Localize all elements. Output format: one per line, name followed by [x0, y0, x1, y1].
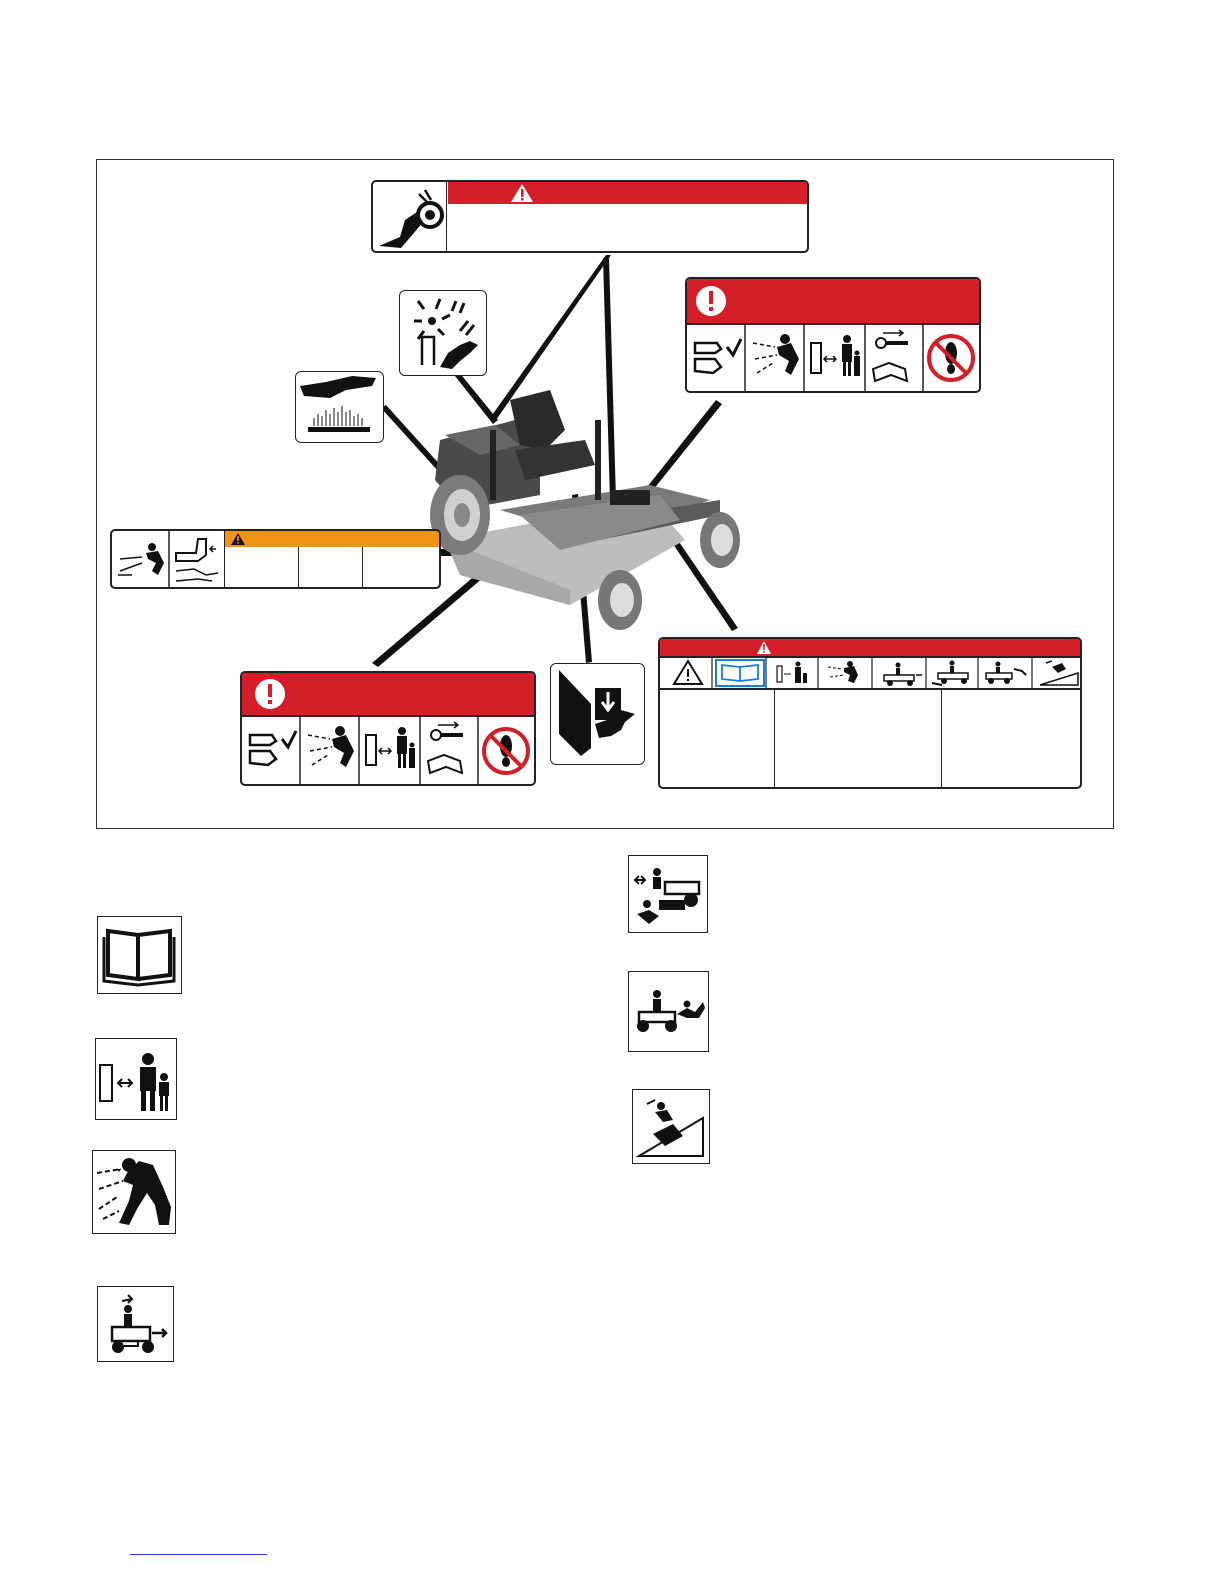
keep-bystanders-away-icon: [96, 1039, 175, 1118]
warning-triangle-icon: [674, 661, 702, 684]
thrown-object-icon: [753, 334, 799, 375]
danger-header: [660, 639, 1080, 656]
run-over-icon: [932, 661, 968, 686]
blade-check-icon: [250, 731, 296, 765]
crushing-hazard-decal: [550, 663, 645, 765]
look-behind-icon: [98, 1287, 172, 1360]
thrown-object-icon: [93, 1151, 174, 1232]
no-step-icon: [484, 729, 528, 773]
operator-safety-danger-decal: [658, 637, 1082, 789]
legend-backover-child: [628, 855, 708, 933]
belt-entanglement-icon: [375, 182, 445, 252]
backover-child-icon: [629, 856, 706, 931]
keep-bystanders-away-icon: [777, 662, 807, 684]
legend-read-manual: [97, 916, 182, 994]
zero-turn-mower-illustration: [420, 390, 760, 640]
danger-header: [242, 673, 534, 715]
blade-check-icon: [695, 339, 741, 373]
fan-hand-cut-icon: [400, 291, 484, 373]
warning-header: [224, 531, 439, 547]
safety-pictogram-row: [687, 325, 979, 391]
footer-link-underline[interactable]: [130, 1554, 267, 1555]
discharge-chute-icon: [176, 539, 218, 581]
legend-look-behind: [97, 1286, 174, 1362]
legend-roll-over: [628, 971, 709, 1052]
slope-tip-icon: [633, 1090, 708, 1162]
rotating-blades-danger-front-decal: [240, 671, 536, 786]
crush-hand-icon: [551, 664, 642, 762]
belt-entanglement-danger-decal: [371, 180, 809, 253]
safety-pictogram-row: [242, 717, 534, 785]
warning-triangle-icon: [230, 532, 246, 546]
warning-triangle-icon: [510, 183, 534, 203]
no-step-icon: [929, 336, 973, 380]
discharge-warning-decal: [110, 529, 441, 589]
thrown-object-icon: [828, 661, 858, 683]
warning-triangle-icon: [695, 285, 727, 317]
hot-surface-icon: [296, 372, 381, 440]
read-manual-icon: [98, 917, 180, 992]
roll-over-icon: [629, 972, 707, 1050]
operator-pictogram-row: [660, 657, 1082, 689]
legend-thrown-objects: [92, 1150, 176, 1234]
legend-slope-tip: [632, 1089, 710, 1164]
hot-surface-decal: [295, 371, 384, 443]
danger-header: [448, 182, 807, 204]
rotating-blades-danger-decal: [685, 277, 981, 393]
keep-bystanders-away-icon: [811, 335, 860, 376]
legend-keep-bystanders-away: [95, 1038, 177, 1120]
slope-icon: [1040, 661, 1078, 685]
remove-key-read-manual-icon: [873, 330, 908, 381]
read-manual-icon: [716, 660, 764, 686]
thrown-object-icon: [308, 726, 354, 767]
danger-header: [687, 279, 979, 323]
remove-key-read-manual-icon: [428, 722, 463, 773]
discharge-pictograms: [112, 531, 224, 587]
fan-cutting-hazard-decal: [399, 290, 487, 376]
warning-triangle-icon: [254, 678, 286, 710]
thrown-object-icon: [118, 543, 164, 575]
tip-over-icon: [986, 662, 1026, 685]
keep-bystanders-away-icon: [366, 727, 415, 768]
reverse-look-icon: [884, 663, 922, 687]
warning-triangle-icon: [756, 640, 772, 655]
